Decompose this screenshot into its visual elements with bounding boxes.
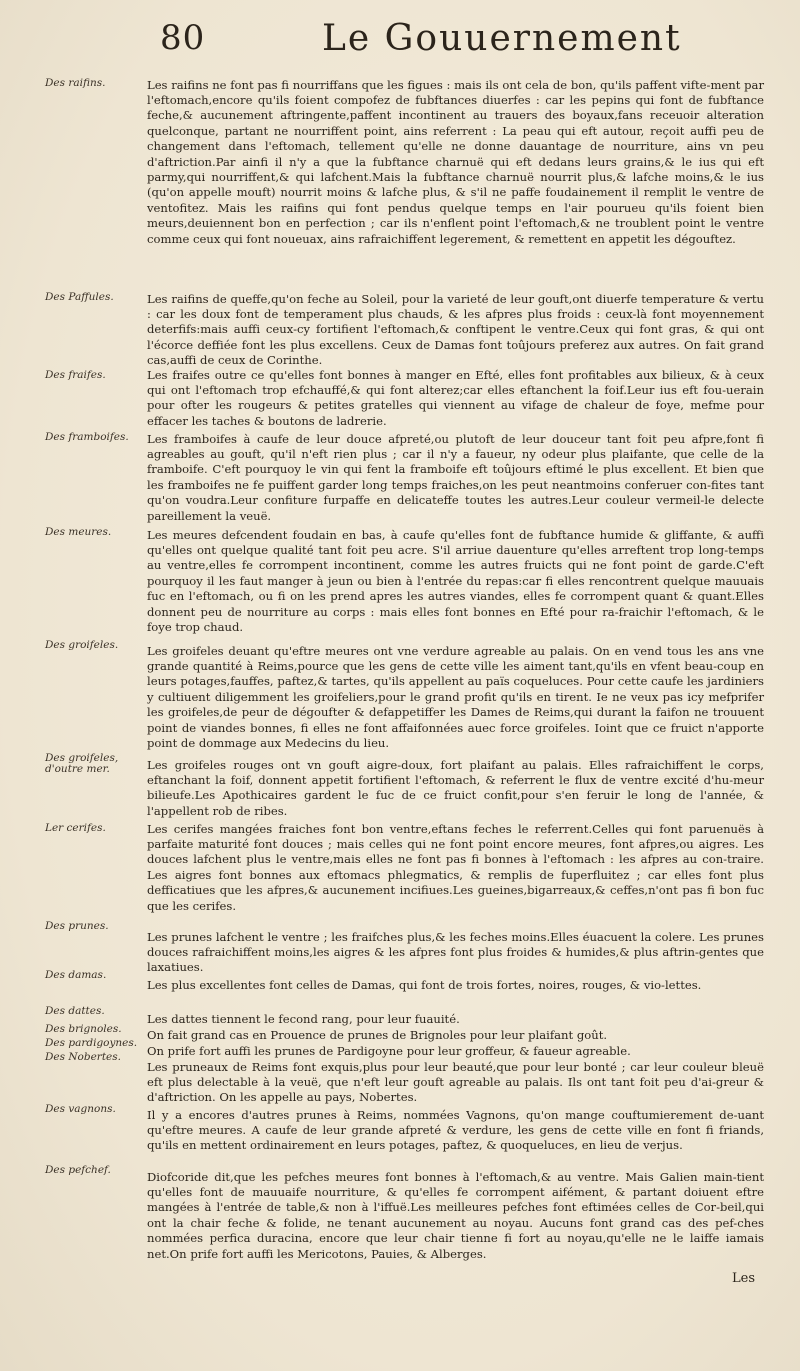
margin-note: Des pardigoynes. [45, 1037, 138, 1049]
paragraph-fraises: Les fraifes outre ce qu'elles font bonnes à manger en Efté, elles font profitables aux bilieux, & à ceux qui ont l'eftomach trop efchauffé,& qui font alterez;car elles eftanchent la foif.Leur ius eft fou-uerain pour ofter les rougeurs & petites gratelles qui viennent au vifage de chaleur de foye, mefme pour effacer les taches & boutons de ladrerie. [147, 367, 764, 428]
paragraph-cerises: Les cerifes mangées fraiches font bon ventre,eftans feches le referrent.Celles qui font paruenuës à parfaite maturité font douces ; mais celles qui ne font point encore meures, font afpres,ou aigres. Les douces lafchent plus le ventre,mais elles ne font pas fi bonnes à l'eftomach : les afpres au con-traire. Les aigres font bonnes aux eftomacs phlegmatics, & remplis de fuperfluitez ; car elles font plus defficatiues que les afpres,& aucunement incifiues.Les gueines,bigarreaux,& ceffes,n'ont pas fi bon fuc que les cerifes. [147, 821, 764, 913]
margin-note: Des fraifes. [45, 369, 106, 381]
running-title: Le Gouuernement [322, 18, 682, 59]
page-header [160, 18, 760, 68]
margin-note: Des Nobertes. [45, 1051, 121, 1063]
margin-note: Des pefchef. [45, 1164, 111, 1176]
margin-note: Ler cerifes. [45, 822, 106, 834]
paragraph-passules: Les raifins de queffe,qu'on feche au Soleil, pour la varieté de leur gouft,ont diuerfe temperature & vertu : car les doux font de temperament plus chauds, & les afpres plus froids : ceux-là font moyennement deterfifs:mais auffi ceux-cy fortifient l'eftomach,& conftipent le ventre.Ceux qui font gras, & qui ont l'écorce deffiée font les plus excellens. Ceux de Damas font toûjours preferez aux autres. On fait grand cas,auffi de ceux de Corinthe. [147, 291, 764, 368]
paragraph-pardigoynes: On prife fort auffi les prunes de Pardigoyne pour leur groffeur, & faueur agreable. [147, 1043, 631, 1058]
paragraph-vagnons: Il y a encores d'autres prunes à Reims, nommées Vagnons, qu'on mange couftumierement de-uant qu'eftre meures. A caufe de leur grande afpreté & verdure, les gens de cette ville en font fi friands, qu'ils en mettent ordinairement en leurs potages, paftez, & quoqueluces, en lieu de verjus. [147, 1107, 764, 1153]
margin-note: Des damas. [45, 969, 107, 981]
margin-note: Des framboifes. [45, 431, 129, 443]
margin-note: Des prunes. [45, 920, 109, 932]
margin-note: Des vagnons. [45, 1103, 116, 1115]
margin-note: Des Paffules. [45, 291, 114, 303]
paragraph-groiseles: Les groifeles deuant qu'eftre meures ont vne verdure agreable au palais. On en vend tous les ans vne grande quantité à Reims,pource que les gens de cette ville les aiment tant,qu'ils en vfent beau-coup en leurs potages,fauffes, paftez,& tartes, qu'ils appellent au païs coqueluces. Pour cette caufe les jardiniers y cultiuent diligemment les groifeliers,pour le grand profit qu'ils en tirent. Ie ne veux pas icy mefprifer les groifeles,de peur de dégoufter & defappetiffer les Dames de Reims,qui durant la faifon ne trouuent point de viandes bonnes, fi elles ne font affaifonnées auec force groifeles. Ioint que ce fruict n'apporte point de dommage aux Medecins du lieu. [147, 643, 764, 751]
paragraph-raisins: Les raifins ne font pas fi nourriffans que les figues : mais ils ont cela de bon, qu'ils paffent vifte-ment par l'eftomach,encore qu'ils foient compofez de fubftances diuerfes : car les pepins qui font de fubftance feche,& aucunement aftringente,paffent incontinent au trauers des boyaux,fans receuoir alteration quelconque, partant ne nourriffent point, ains referrent : La peau qui eft autour, reçoit auffi peu de changement dans l'eftomach, tellement qu'elle ne donne dauantage de nourriture, ains vn peu d'aftriction.Par ainfi il n'y a que la fubftance charnuë qui eft dedans leurs grains,& le ius qui eft parmy,qui nourriffent,& qui lafchent.Mais la fubftance charnuë nourrit plus,& lafche moins,& le ius (qu'on appelle mouft) nourrit moins & lafche plus, & s'il ne paffe foudainement il remplit le ventre de ventofitez. Mais les raifins qui font pendus quelque temps en l'air pourueu qu'ils foient bien meurs,deuiennent bon en perfection ; car ils n'enflent point l'eftomach,& ne troublent point le ventre comme ceux qui font noueuax, ains rafraichiffent legerement, & remettent en appetit les dégouftez. [147, 77, 764, 246]
margin-note: Des groifeles. [45, 639, 119, 651]
catchword: Les [732, 1271, 755, 1286]
paragraph-pesches: Diofcoride dit,que les pefches meures font bonnes à l'eftomach,& au ventre. Mais Galien main-tient qu'elles font de mauuaife nourriture, & qu'elles fe corrompent aifément, & partant doiuent eftre mangées à l'entrée de table,& non à l'iffuë.Les meilleures pefches font eftimées celles de Cor-beil,qui ont la chair feche & folide, ne tenant aucunement au noyau. Aucuns font grand cas des pef-ches nommées perfica duracina, encore que leur chair tienne fi fort au noyau,qu'elle ne le laiffe iamais net.On prife fort auffi les Mericotons, Pauies, & Alberges. [147, 1169, 764, 1261]
paragraph-brignoles: On fait grand cas en Prouence de prunes de Brignoles pour leur plaifant goût. [147, 1027, 608, 1042]
paragraph-framboises: Les framboifes à caufe de leur douce afpreté,ou plutoft de leur douceur tant foit peu afpre,font fi agreables au gouft, qu'il n'eft rien plus ; car il n'y a faueur, ny odeur plus plaifante, que celle de la framboife. C'eft pourquoy le vin qui fent la framboife eft toûjours eftimé le plus excellent. Et bien que les framboifes ne fe puiffent garder long temps fraiches,on les peut neantmoins conferuer con-fites tant qu'on voudra.Leur confiture furpaffe en delicateffe toutes les autres.Leur couleur vermeil-le delecte pareillement la veuë. [147, 431, 764, 523]
paragraph-damas: Les plus excellentes font celles de Damas, qui font de trois fortes, noires, rouges, & vio-lettes. [147, 977, 702, 992]
margin-note: Des brignoles. [45, 1023, 122, 1035]
paragraph-groiseles-rouges: Les groifeles rouges ont vn gouft aigre-doux, fort plaifant au palais. Elles rafraichiffent le corps, eftanchant la foif, donnent appetit fortifient l'eftomach, & referrent le flux de ventre excité d'hu-meur bilieufe.Les Apothicaires gardent le fuc de ce fruict confit,pour s'en feruir le long de l'année, & l'appellent rob de ribes. [147, 757, 764, 818]
paragraph-meures: Les meures defcendent foudain en bas, à caufe qu'elles font de fubftance humide & gliffante, & auffi qu'elles ont quelque qualité tant foit peu acre. S'il arriue dauenture qu'elles arreftent trop long-temps au ventre,elles fe corrompent incontinent, comme les autres fruicts qui ne font point de garde.C'eft pourquoy il les faut manger à jeun ou bien à l'entrée du repas:car fi elles rencontrent quelque mauuais fuc en l'eftomach, ou fi on les prend apres les autres viandes, elles fe corrompent quant & quant.Elles donnent peu de nourriture au corps : mais elles font bonnes en Efté pour ra-fraichir l'eftomach, & le foye trop chaud. [147, 527, 764, 635]
margin-note: Des meures. [45, 526, 112, 538]
paragraph-nobertes: Les pruneaux de Reims font exquis,plus pour leur beauté,que pour leur bonté ; car leur couleur bleuë eft plus delectable à la veuë, que n'eft leur gouft agreable au palais. Ils ont tant foit peu d'ai-greur & d'aftriction. On les appelle au pays, Nobertes. [147, 1059, 764, 1105]
margin-note: Des groifeles, d'outre mer. [45, 752, 119, 775]
paragraph-dattes: Les dattes tiennent le fecond rang, pour leur fuauité. [147, 1011, 460, 1026]
paragraph-prunes: Les prunes lafchent le ventre ; les fraifches plus,& les feches moins.Elles éuacuent la colere. Les prunes douces rafraichiffent moins,les aigres & les afpres font plus froides & humides,& plus aftrin-gentes que laxatiues. [147, 929, 764, 975]
margin-note: Des dattes. [45, 1005, 105, 1017]
page-number: 80 [160, 18, 206, 58]
margin-note: Des raifins. [45, 77, 106, 89]
